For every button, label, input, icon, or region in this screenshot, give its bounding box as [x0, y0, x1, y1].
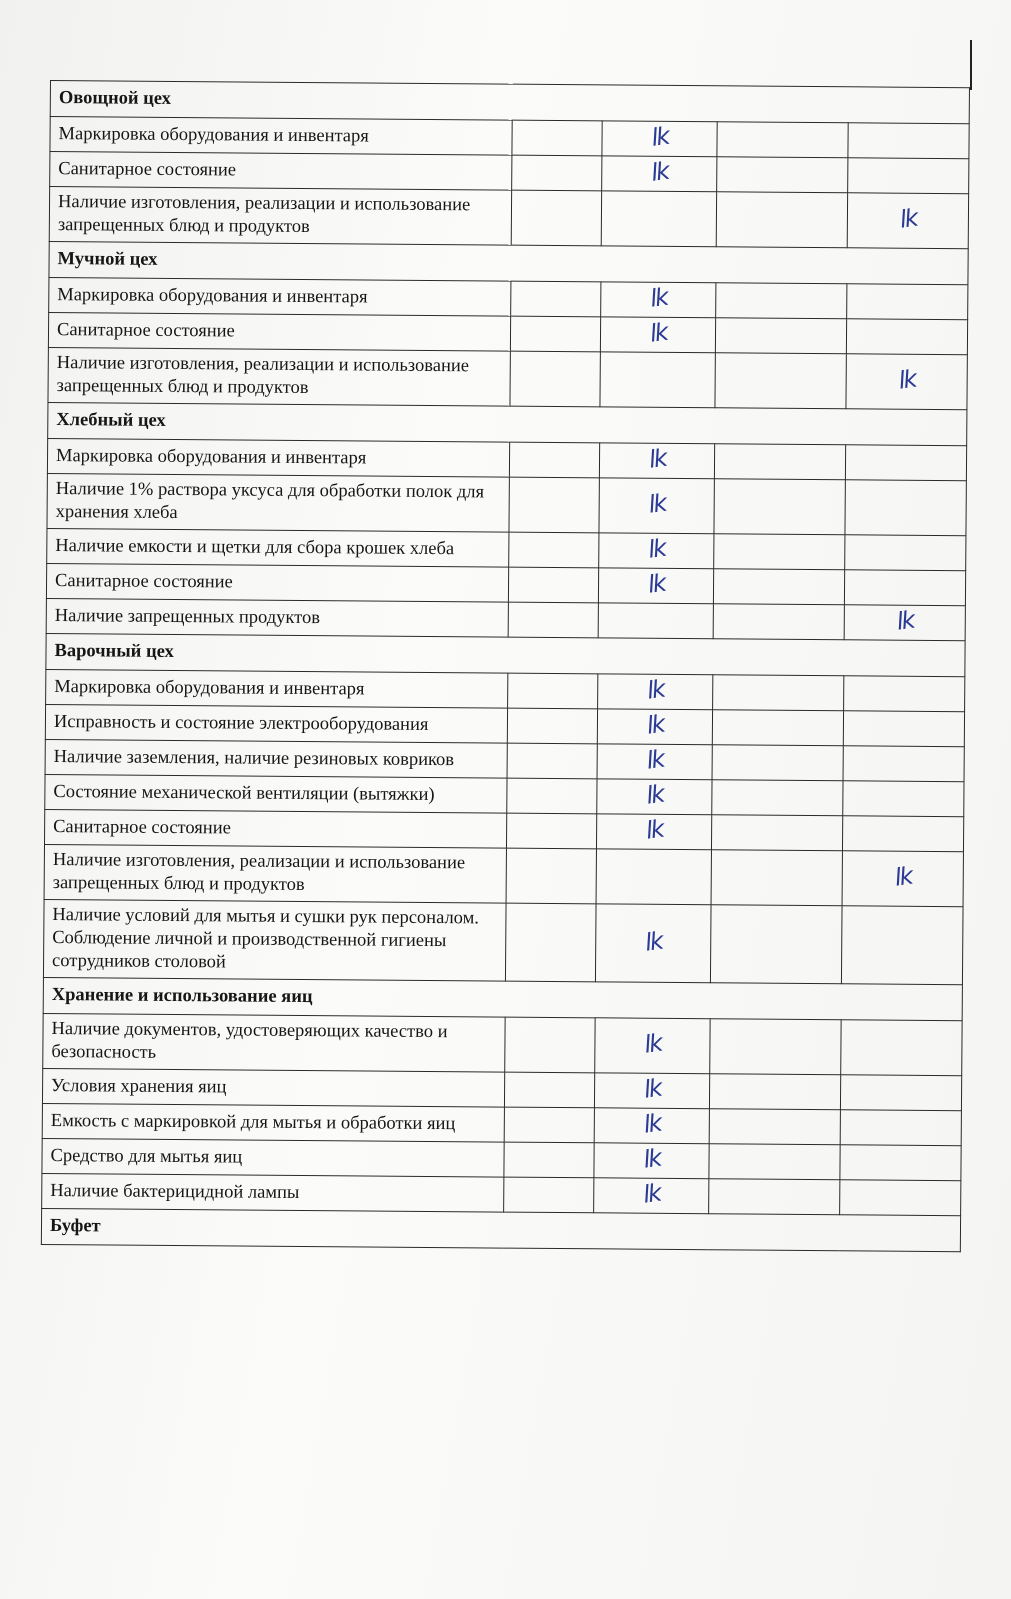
mark-cell-a [594, 1108, 709, 1144]
blank-cell [507, 778, 597, 814]
checklist-row [43, 1013, 962, 1075]
blank-cell [511, 316, 601, 352]
blank-cell [709, 1144, 840, 1180]
mark-cell-b [842, 851, 963, 907]
mark-cell-a [597, 814, 712, 850]
blank-cell [714, 569, 845, 605]
criterion-text: Санитарное состояние [50, 152, 513, 191]
blank-cell [509, 477, 599, 533]
section-header-row [41, 1208, 960, 1251]
mark-cell-a [597, 744, 712, 780]
mark-cell-a [598, 674, 713, 710]
checklist-row [49, 187, 968, 249]
blank-cell [717, 192, 848, 248]
blank-cell [505, 1017, 595, 1073]
blank-cell [712, 745, 843, 781]
handwritten-checkmark: lk [646, 568, 667, 599]
blank-cell [709, 1109, 840, 1145]
handwritten-checkmark: lk [648, 282, 669, 313]
mark-cell-a [597, 709, 712, 745]
handwritten-checkmark: lk [644, 779, 665, 810]
criterion-text: Условия хранения яиц [42, 1068, 505, 1107]
mark-cell-b [845, 570, 966, 606]
blank-cell [714, 534, 845, 570]
blank-cell [506, 903, 596, 982]
checklist-row [43, 899, 963, 984]
blank-cell [508, 708, 598, 744]
criterion-text: Санитарное состояние [48, 312, 511, 351]
handwritten-checkmark: lk [644, 814, 665, 845]
page-edge-line [970, 40, 972, 90]
mark-cell-a [594, 1178, 709, 1214]
blank-cell [711, 905, 842, 984]
handwritten-checkmark: lk [644, 744, 665, 775]
mark-cell-a [598, 603, 713, 639]
mark-cell-b [847, 319, 968, 355]
blank-cell [715, 353, 846, 409]
criterion-text: Емкость с маркировкой для мытья и обработки яиц [42, 1103, 505, 1142]
criterion-text: Маркировка оборудования и инвентаря [47, 438, 510, 477]
mark-cell-b [844, 605, 965, 641]
blank-cell [712, 815, 843, 851]
mark-cell-a [594, 1143, 709, 1179]
blank-cell [505, 1072, 595, 1108]
checklist-body [41, 81, 969, 1252]
mark-cell-b [842, 906, 963, 985]
criterion-text: Наличие бактерицидной лампы [42, 1173, 505, 1212]
checklist-row [47, 473, 966, 535]
mark-cell-a [600, 443, 715, 479]
mark-cell-b [843, 781, 964, 817]
criterion-text: Маркировка оборудования и инвентаря [50, 117, 513, 156]
mark-cell-b [848, 123, 969, 159]
handwritten-checkmark: lk [645, 674, 666, 705]
handwritten-checkmark: lk [649, 156, 670, 187]
mark-cell-a [602, 156, 717, 192]
mark-cell-a [595, 1018, 711, 1074]
inspection-checklist-table [41, 80, 970, 1252]
section-title: Мучной цех [49, 241, 968, 284]
mark-cell-a [601, 282, 716, 318]
blank-cell [716, 318, 847, 354]
criterion-text: Наличие документов, удостоверяющих качество и безопасность [43, 1013, 506, 1072]
criterion-text: Наличие изготовления, реализации и использование запрещенных блюд и продуктов [44, 844, 507, 903]
mark-cell-a [595, 1073, 710, 1109]
mark-cell-b [847, 284, 968, 320]
section-title: Хлебный цех [48, 402, 967, 445]
mark-cell-b [847, 193, 968, 249]
handwritten-checkmark: lk [641, 1108, 663, 1139]
criterion-text: Маркировка оборудования и инвентаря [49, 277, 512, 316]
blank-cell [504, 1142, 594, 1178]
criterion-text: Маркировка оборудования и инвентаря [46, 669, 509, 708]
section-title: Варочный цех [46, 633, 965, 676]
blank-cell [507, 743, 597, 779]
section-title: Буфет [41, 1208, 960, 1251]
mark-cell-b [848, 158, 969, 194]
mark-cell-b [840, 1145, 961, 1181]
blank-cell [512, 190, 602, 246]
checklist-row [44, 844, 963, 906]
handwritten-checkmark: lk [894, 605, 915, 636]
criterion-text: Средство для мытья яиц [42, 1138, 505, 1177]
handwritten-checkmark: lk [646, 533, 667, 564]
mark-cell-a [599, 568, 714, 604]
handwritten-checkmark: lk [643, 926, 664, 957]
blank-cell [716, 283, 847, 319]
handwritten-checkmark: lk [646, 488, 667, 519]
handwritten-checkmark: lk [649, 121, 670, 152]
blank-cell [512, 155, 602, 191]
blank-cell [717, 122, 848, 158]
checklist-row [48, 347, 967, 409]
handwritten-checkmark: lk [647, 443, 668, 474]
mark-cell-a [600, 352, 716, 408]
criterion-text: Состояние механической вентиляции (вытяжки) [45, 774, 508, 813]
mark-cell-b [840, 1110, 961, 1146]
criterion-text: Наличие емкости и щетки для сбора крошек хлеба [47, 528, 510, 567]
blank-cell [508, 602, 598, 638]
criterion-text: Наличие заземления, наличие резиновых ковриков [45, 739, 508, 778]
mark-cell-b [843, 746, 964, 782]
blank-cell [709, 1179, 840, 1215]
handwritten-checkmark: lk [642, 1073, 663, 1104]
blank-cell [713, 675, 844, 711]
blank-cell [710, 1074, 841, 1110]
blank-cell [715, 444, 846, 480]
blank-cell [510, 442, 600, 478]
mark-cell-b [843, 816, 964, 852]
blank-cell [505, 1107, 595, 1143]
criterion-text: Наличие запрещенных продуктов [46, 598, 509, 637]
blank-cell [509, 532, 599, 568]
mark-cell-b [841, 1075, 962, 1111]
blank-cell [717, 157, 848, 193]
criterion-text: Наличие изготовления, реализации и использование запрещенных блюд и продуктов [48, 347, 511, 406]
mark-cell-a [597, 779, 712, 815]
mark-cell-a [602, 121, 717, 157]
handwritten-checkmark: lk [645, 709, 666, 740]
blank-cell [714, 479, 845, 535]
mark-cell-a [596, 904, 712, 983]
blank-cell [509, 567, 599, 603]
mark-cell-b [846, 445, 967, 481]
blank-cell [710, 1019, 841, 1075]
handwritten-checkmark: lk [896, 364, 917, 395]
criterion-text: Санитарное состояние [44, 809, 507, 848]
criterion-text: Наличие 1% раствора уксуса для обработки полок для хранения хлеба [47, 473, 510, 532]
criterion-text: Наличие изготовления, реализации и использование запрещенных блюд и продуктов [49, 187, 512, 246]
mark-cell-b [843, 711, 964, 747]
blank-cell [713, 710, 844, 746]
handwritten-checkmark: lk [897, 203, 919, 234]
mark-cell-a [599, 533, 714, 569]
blank-cell [713, 604, 844, 640]
section-title: Овощной цех [50, 81, 969, 124]
handwritten-checkmark: lk [642, 1028, 663, 1059]
mark-cell-b [841, 1020, 962, 1076]
blank-cell [711, 850, 842, 906]
blank-cell [508, 673, 598, 709]
mark-cell-b [844, 676, 965, 712]
blank-cell [504, 1177, 594, 1213]
blank-cell [507, 813, 597, 849]
blank-cell [510, 351, 600, 407]
mark-cell-a [596, 849, 712, 905]
mark-cell-b [846, 354, 967, 410]
section-title: Хранение и использование яиц [43, 977, 962, 1020]
blank-cell [511, 281, 601, 317]
mark-cell-b [845, 535, 966, 571]
blank-cell [506, 848, 596, 904]
mark-cell-a [599, 478, 715, 534]
criterion-text: Исправность и состояние электрооборудования [45, 704, 508, 743]
handwritten-checkmark: lk [648, 317, 669, 348]
criterion-text: Наличие условий для мытья и сушки рук персоналом. Соблюдение личной и производственной гигиены сотрудников столовой [43, 899, 506, 981]
mark-cell-b [840, 1180, 961, 1216]
mark-cell-b [845, 480, 966, 536]
mark-cell-a [601, 191, 717, 247]
blank-cell [712, 780, 843, 816]
handwritten-checkmark: lk [892, 861, 913, 892]
handwritten-checkmark: lk [641, 1178, 662, 1209]
mark-cell-a [601, 317, 716, 353]
blank-cell [512, 120, 602, 156]
handwritten-checkmark: lk [641, 1143, 662, 1174]
criterion-text: Санитарное состояние [46, 563, 509, 602]
